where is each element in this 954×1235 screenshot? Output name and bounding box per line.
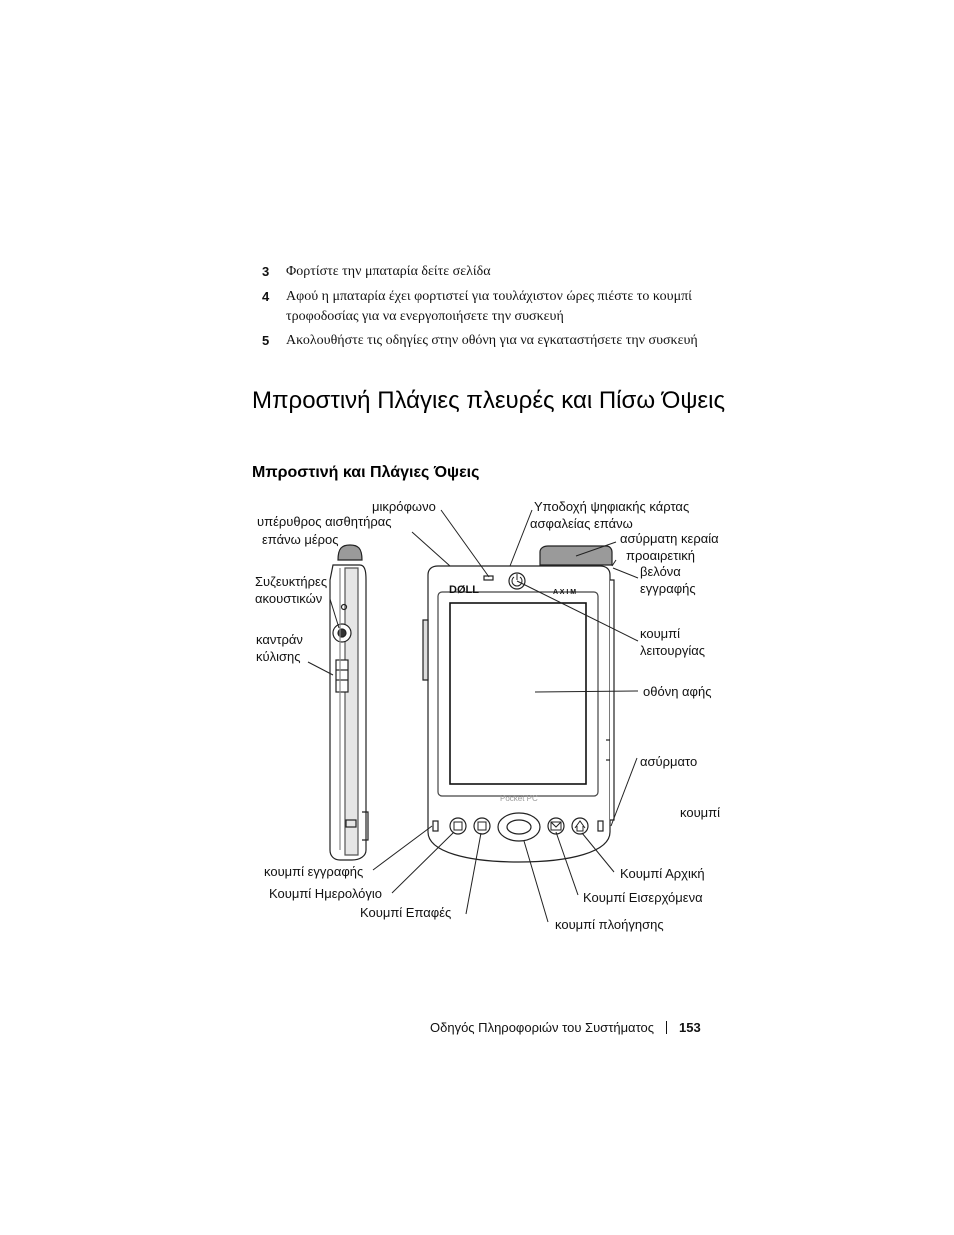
model-label: A X I M bbox=[553, 589, 577, 596]
calendar-button bbox=[450, 818, 466, 834]
footer-title: Οδηγός Πληροφοριών του Συστήματος bbox=[430, 1020, 655, 1035]
label-infrared-2: επάνω μέρος bbox=[262, 532, 339, 547]
side-view bbox=[330, 545, 368, 860]
footer-separator bbox=[666, 1021, 667, 1034]
step-text: Ακολουθήστε τις οδηγίες στην οθόνη για να εγκαταστήσετε την συσκευή bbox=[286, 333, 698, 348]
label-power-1: κουμπί bbox=[640, 626, 681, 641]
step-text: Αφού η μπαταρία έχει φορτιστεί για τουλάχιστον ώρες πιέστε το κουμπί τροφοδοσίας για να ενεργοποιήσετε την συσκευή bbox=[286, 289, 692, 324]
step-number: 4 bbox=[262, 289, 270, 304]
wireless-button bbox=[598, 821, 603, 831]
label-home: Κουμπί Αρχική bbox=[620, 866, 705, 881]
scroll-dial bbox=[336, 660, 348, 692]
label-wireless-button: κουμπί bbox=[680, 805, 721, 820]
label-stylus-2: βελόνα bbox=[640, 564, 681, 579]
label-contacts: Κουμπί Επαφές bbox=[360, 905, 452, 920]
label-scroll-1: καντράν bbox=[256, 632, 303, 647]
step-text: Φορτίστε την μπαταρία δείτε σελίδα bbox=[286, 264, 491, 279]
label-wireless: ασύρματο bbox=[640, 754, 698, 769]
label-power-2: λειτουργίας bbox=[640, 643, 706, 658]
contacts-button bbox=[474, 818, 490, 834]
label-calendar: Κουμπί Ημερολόγιο bbox=[269, 886, 383, 901]
label-inbox: Κουμπί Εισερχόμενα bbox=[583, 890, 703, 905]
label-antenna: ασύρματη κεραία bbox=[620, 531, 719, 546]
label-headphones-2: ακουστικών bbox=[255, 591, 323, 606]
label-sd-slot-1: Υποδοχή ψηφιακής κάρτας bbox=[534, 499, 690, 514]
touchscreen bbox=[450, 603, 586, 784]
label-touchscreen: οθόνη αφής bbox=[643, 684, 712, 699]
subsection-heading: Μπροστινή και Πλάγιες Όψεις bbox=[252, 464, 480, 481]
step-number: 3 bbox=[262, 264, 270, 279]
inbox-button bbox=[548, 818, 564, 834]
page-footer bbox=[430, 1020, 701, 1035]
step-number: 5 bbox=[262, 333, 270, 348]
section-heading: Μπροστινή Πλάγιες πλευρές και Πίσω Όψεις bbox=[252, 387, 726, 414]
label-scroll-2: κύλισης bbox=[256, 649, 301, 664]
label-stylus-3: εγγραφής bbox=[640, 581, 696, 596]
brand-logo: DØLL bbox=[449, 584, 479, 596]
page-number: 153 bbox=[679, 1020, 701, 1035]
label-navigation: κουμπί πλοήγησης bbox=[555, 917, 664, 932]
record-button bbox=[433, 821, 438, 831]
label-stylus-1: προαιρετική bbox=[626, 548, 695, 563]
label-sd-slot-2: ασφαλείας επάνω bbox=[530, 516, 633, 531]
label-microphone: μικρόφωνο bbox=[372, 499, 436, 514]
stylus-tip-side bbox=[338, 545, 362, 560]
label-infrared-1: υπέρυθρος αισθητήρας bbox=[257, 514, 392, 529]
label-record: κουμπί εγγραφής bbox=[264, 864, 364, 879]
os-label: Pocket PC bbox=[500, 794, 538, 803]
label-headphones-1: Συζευκτήρες bbox=[255, 574, 328, 589]
